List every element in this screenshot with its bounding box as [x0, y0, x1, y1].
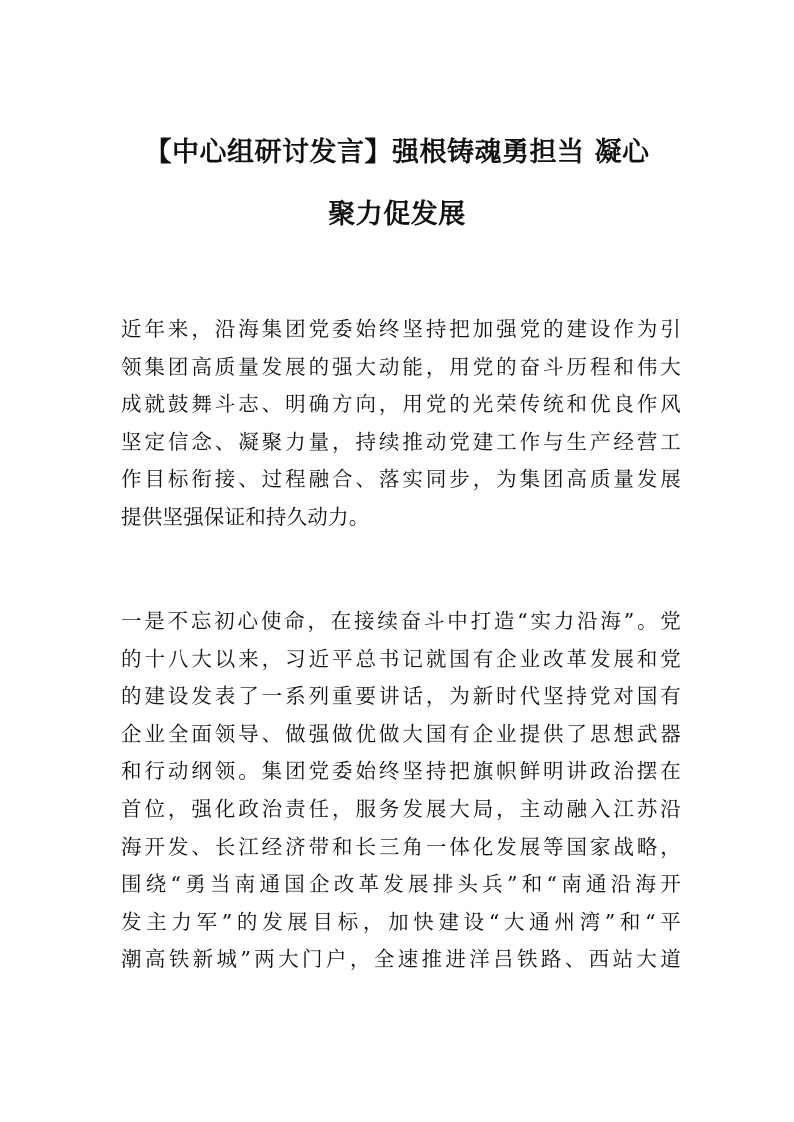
- paragraph-line: 海开发、长江经济带和长三角一体化发展等国家战略，: [121, 834, 681, 859]
- paragraph-line: 首位，强化政治责任，服务发展大局，主动融入江苏沿: [121, 796, 681, 821]
- paragraph-line: 的建设发表了一系列重要讲话，为新时代坚持党对国有: [121, 684, 681, 709]
- paragraph-line: 发主力军”的发展目标，加快建设“大通州湾”和“平: [121, 909, 681, 934]
- paragraph-line: 潮高铁新城”两大门户，全速推进洋吕铁路、西站大道: [121, 947, 681, 972]
- paragraph-line: 坚定信念、凝聚力量，持续推动党建工作与生产经营工: [121, 429, 681, 454]
- paragraph-line: 围绕“勇当南通国企改革发展排头兵”和“南通沿海开: [121, 872, 681, 897]
- document-title-line-1: 【中心组研讨发言】强根铸魂勇担当 凝心: [144, 137, 650, 168]
- paragraph-line: 企业全面领导、做强做优做大国有企业提供了思想武器: [121, 721, 681, 746]
- paragraph-line: 领集团高质量发展的强大动能，用党的奋斗历程和伟大: [121, 354, 681, 379]
- paragraph-line: 一是不忘初心使命，在接续奋斗中打造“实力沿海”。党: [121, 609, 681, 633]
- document-title-line-2: 聚力促发展: [328, 199, 466, 230]
- paragraph-line: 提供坚强保证和持久动力。: [121, 504, 370, 529]
- paragraph-2: [121, 603, 681, 979]
- paragraph-line: 成就鼓舞斗志、明确方向，用党的光荣传统和优良作风: [121, 392, 681, 417]
- paragraph-line: 和行动纲领。集团党委始终坚持把旗帜鲜明讲政治摆在: [121, 759, 681, 784]
- paragraph-1: [121, 311, 681, 537]
- paragraph-line: 的十八大以来，习近平总书记就国有企业改革发展和党: [121, 646, 681, 671]
- paragraph-line: 近年来，沿海集团党委始终坚持把加强党的建设作为引: [121, 317, 681, 341]
- paragraph-line: 作目标衔接、过程融合、落实同步，为集团高质量发展: [121, 467, 681, 492]
